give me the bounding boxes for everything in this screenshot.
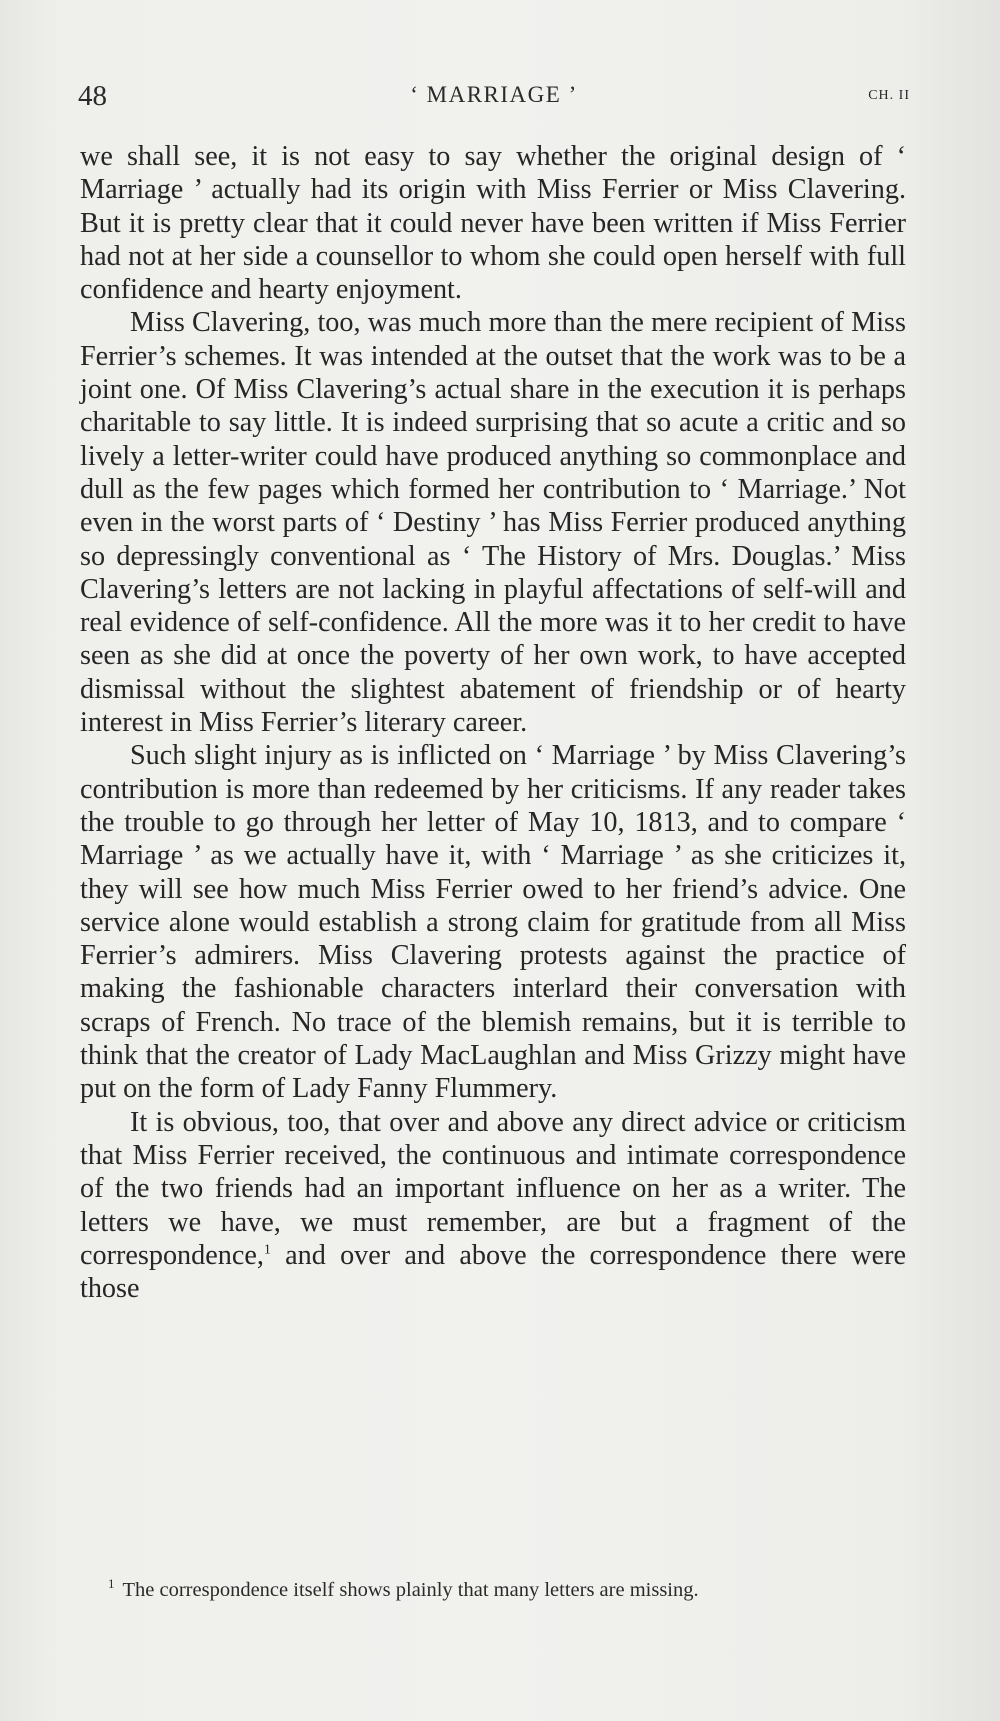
paragraph-3-text: Such slight injury as is inflicted on ‘ Marriage ’ by Miss Clavering’s contribution is more than redeemed by her criticisms. If any reader takes the trouble to go through her letter of May 10, 1813, and to compare ‘ Marriage ’ as we actually have it, with ‘ Marriage ’ as she criticizes it, they will see how much Miss Ferrier owed to her friend’s advice. One service alone would establish a strong claim for gratitude from all Miss Ferrier’s admirers. Miss Clavering protests against the practice of making the fashionable characters interlard their conversation with scraps of French. No trace of the blemish remains, but it is terrible to think that the creator of Lady MacLaughlan and Miss Grizzy might have put on the form of Lady Fanny Flummery. [80, 740, 906, 1105]
footnote [108, 1577, 908, 1603]
running-head [78, 80, 910, 120]
running-title: ‘ MARRIAGE ’ [410, 82, 578, 107]
footnote-text: The correspondence itself shows plainly that many letters are missing. [122, 1579, 699, 1601]
paragraph-1 [80, 140, 906, 306]
paragraph-4 [80, 1106, 906, 1306]
paragraph-2-text: Miss Clavering, too, was much more than the mere recipient of Miss Ferrier’s schemes. It was intended at the outset that the work was to be a joint one. Of Miss Clavering’s actual share in the execution it is perhaps charitable to say little. It is indeed surprising that so acute a critic and so lively a letter-writer could have produced anything so commonplace and dull as the few pages which formed her contribution to ‘ Marriage.’ Not even in the worst parts of ‘ Destiny ’ has Miss Ferrier produced anything so depressingly conventional as ‘ The History of Mrs. Douglas.’ Miss Clavering’s letters are not lacking in playful affectations of self-will and real evidence of self-confidence. All the more was it to her credit to have seen as she did at once the poverty of her own work, to have accepted dismissal without the slightest abatement of friendship or of hearty interest in Miss Ferrier’s literary career. [80, 307, 906, 739]
page-number: 48 [78, 80, 107, 112]
paragraph-4-text-continued: and over and above the correspondence there were those [80, 1239, 906, 1305]
paragraph-2 [80, 306, 906, 739]
footnote-reference[interactable]: 1 [263, 1242, 271, 1258]
paragraph-4-text: It is obvious, too, that over and above any direct advice or criticism that Miss Ferrier received, the continuous and intimate correspondence of the two friends had an important influence on her as a writer. The letters we have, we must remember, are but a fragment of the correspondence, [80, 1106, 906, 1271]
paragraph-1-text: we shall see, it is not easy to say whether the original design of ‘ Marriage ’ actually had its origin with Miss Ferrier or Miss Clavering. But it is pretty clear that it could never have been written if Miss Ferrier had not at her side a counsellor to whom she could open herself with full confidence and hearty enjoyment. [80, 141, 906, 306]
chapter-reference: CH. II [868, 88, 910, 103]
body-text [80, 140, 906, 1305]
footnote-marker: 1 [108, 1576, 115, 1592]
paragraph-3 [80, 739, 906, 1105]
